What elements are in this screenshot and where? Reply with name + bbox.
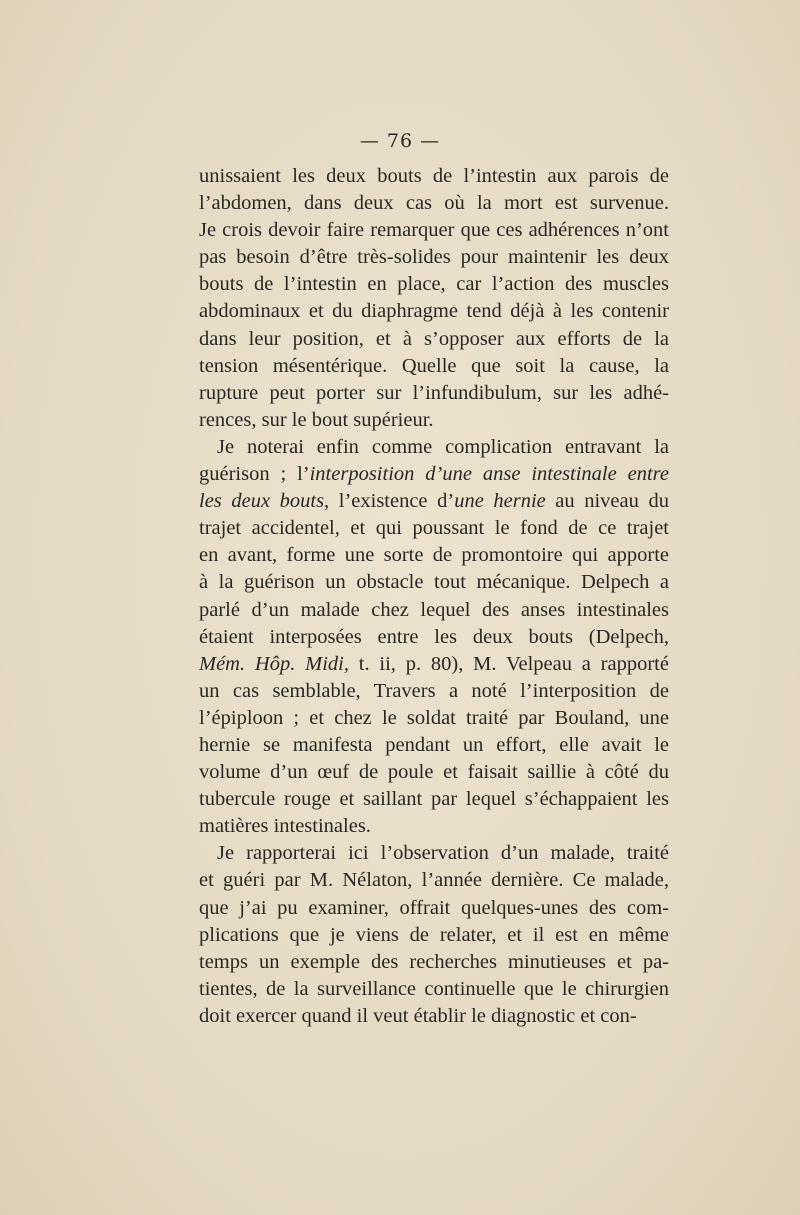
text-segment: t. ii, p. 80), M. Velpeau a rapporté [348, 652, 669, 675]
text-line [199, 705, 669, 732]
text-segment: un cas semblable, Travers a noté l’interposition de [199, 679, 669, 702]
text-line [199, 488, 669, 515]
text-segment: rupture peut porter sur l’infundibulum, sur les adhé- [199, 381, 669, 404]
text-segment: trajet accidentel, et qui poussant le fond de ce trajet [199, 517, 669, 540]
italic-text: les deux bouts, [199, 490, 330, 513]
text-segment: temps un exemple des recherches minutieuses et pa- [199, 950, 669, 973]
text-segment: au niveau du [545, 490, 669, 513]
text-segment: bouts de l’intestin en place, car l’action des muscles [199, 273, 669, 296]
text-segment: en avant, forme une sorte de promontoire qui apporte [199, 544, 669, 567]
text-segment: Je rapporterai ici l’observation d’un malade, traité [217, 842, 669, 865]
text-line [199, 867, 669, 894]
text-segment: l’épiploon ; et chez le soldat traité par Bouland, une [199, 706, 669, 729]
text-segment: volume d’un œuf de poule et faisait saillie à côté du [199, 761, 669, 784]
text-line [199, 895, 669, 922]
text-segment: unissaient les deux bouts de l’intestin aux parois de [199, 165, 669, 187]
text-segment: Je crois devoir faire remarquer que ces adhérences n’ont [199, 219, 669, 242]
text-segment: pas besoin d’être très-solides pour maintenir les deux [199, 246, 669, 269]
text-line [199, 759, 669, 786]
text-line [199, 434, 669, 461]
page-number: — 76 — [359, 130, 441, 152]
text-line [199, 976, 669, 1003]
text-line [199, 1003, 669, 1030]
text-segment: Je noterai enfin comme complication entravant la [217, 435, 669, 458]
italic-text: interposition d’une anse intestinale entre [309, 463, 669, 486]
text-segment: l’abdomen, dans deux cas où la mort est survenue. [199, 192, 669, 215]
text-segment: et guéri par M. Nélaton, l’année dernière. Ce malade, [199, 869, 669, 892]
italic-text: Mém. Hôp. Midi, [199, 652, 349, 675]
text-line [199, 813, 669, 840]
text-line [199, 542, 669, 569]
italic-text: une hernie [454, 490, 546, 513]
text-segment: hernie se manifesta pendant un effort, elle avait le [199, 733, 669, 756]
text-line [199, 651, 669, 678]
text-segment: abdominaux et du diaphragme tend déjà à les contenir [199, 300, 669, 323]
text-segment: parlé d’un malade chez lequel des anses intestinales [199, 598, 669, 621]
body-text [199, 163, 669, 1030]
text-segment: rences, sur le bout supérieur. [199, 408, 434, 431]
text-segment: matières intestinales. [199, 815, 371, 838]
text-line [199, 271, 669, 298]
text-segment: que j’ai pu examiner, offrait quelques-unes des com- [199, 896, 669, 919]
text-line [199, 515, 669, 542]
text-segment: étaient interposées entre les deux bouts (Delpech, [199, 625, 669, 648]
text-line [199, 163, 669, 190]
text-line [199, 732, 669, 759]
text-line [199, 326, 669, 353]
text-segment: à la guérison un obstacle tout mécanique. Delpech a [199, 571, 669, 594]
text-line [199, 244, 669, 271]
text-line [199, 407, 669, 434]
text-line [199, 786, 669, 813]
text-line [199, 922, 669, 949]
text-line [199, 217, 669, 244]
text-line [199, 569, 669, 596]
text-segment: l’existence d’ [329, 490, 455, 513]
text-line [199, 190, 669, 217]
text-line [199, 353, 669, 380]
text-segment: plications que je viens de relater, et il est en même [199, 923, 669, 946]
text-segment: tubercule rouge et saillant par lequel s’échappaient les [199, 788, 669, 811]
text-line [199, 678, 669, 705]
text-line [199, 597, 669, 624]
text-segment: dans leur position, et à s’opposer aux efforts de la [199, 327, 669, 350]
text-segment: tientes, de la surveillance continuelle que le chirurgien [199, 977, 669, 1000]
text-line [199, 949, 669, 976]
text-line [199, 461, 669, 488]
text-line [199, 624, 669, 651]
text-segment: doit exercer quand il veut établir le diagnostic et con- [199, 1004, 637, 1027]
text-segment: guérison ; l’ [199, 463, 310, 486]
text-segment: tension mésentérique. Quelle que soit la cause, la [199, 354, 669, 377]
text-line [199, 380, 669, 407]
text-line [199, 840, 669, 867]
text-line [199, 298, 669, 325]
